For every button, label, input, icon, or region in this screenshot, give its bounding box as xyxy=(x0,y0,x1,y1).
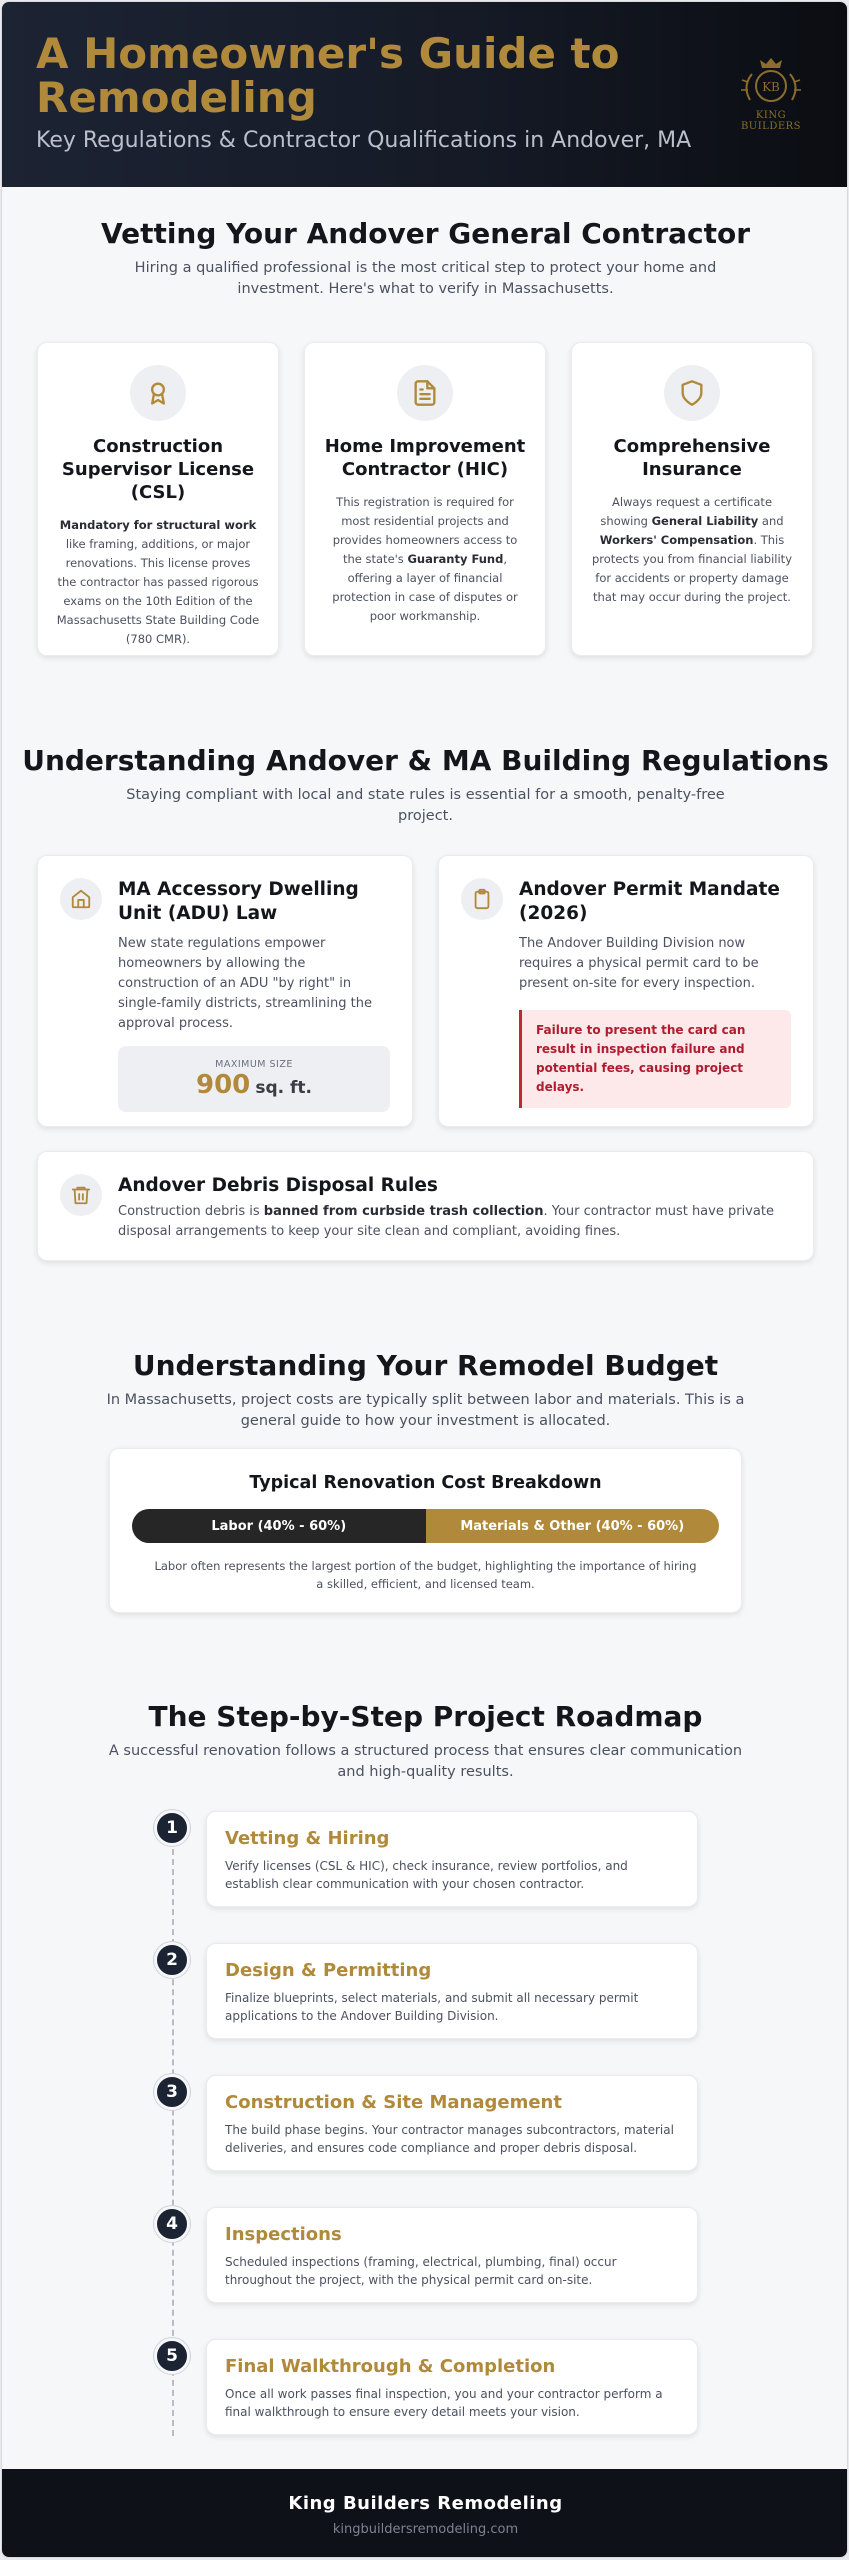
adu-max-size-box xyxy=(118,1046,390,1112)
max-size-value: 900 xyxy=(195,1070,251,1100)
permit-description: The Andover Building Division now requires a physical permit card to be present on-site for every inspection. xyxy=(519,936,759,991)
step-number-5: 5 xyxy=(154,2338,190,2374)
step-card-1 xyxy=(206,1811,698,1907)
max-size-unit: sq. ft. xyxy=(255,1078,313,1098)
csl-card xyxy=(37,342,279,656)
step-description: The build phase begins. Your contractor manages subcontractors, material deliveries, and ensures code compliance and proper debris disposal. xyxy=(225,2123,674,2155)
max-size-label: MAXIMUM SIZE xyxy=(215,1059,293,1070)
debris-title: Andover Debris Disposal Rules xyxy=(118,1175,438,1196)
step-title: Vetting & Hiring xyxy=(225,1828,390,1849)
budget-subtitle: In Massachusetts, project costs are typically split between labor and materials. This is a general guide to how your investment is allocated. xyxy=(106,1392,745,1429)
labor-segment: Labor (40% - 60%) xyxy=(132,1509,426,1543)
hic-card xyxy=(304,342,546,656)
step-title: Construction & Site Management xyxy=(225,2092,562,2113)
csl-title: Construction Supervisor License (CSL) xyxy=(61,436,255,503)
debris-card xyxy=(37,1151,814,1261)
roadmap-subtitle: A successful renovation follows a structured process that ensures clear communication and high-quality results. xyxy=(108,1743,743,1780)
vetting-subtitle: Hiring a qualified professional is the most critical step to protect your home and investment. Here's what to verify in Massachusetts. xyxy=(134,260,717,297)
insurance-card xyxy=(571,342,813,656)
roadmap-title: The Step-by-Step Project Roadmap xyxy=(148,1700,703,1733)
footer-company-name: King Builders Remodeling xyxy=(288,2493,563,2514)
svg-text:KB: KB xyxy=(762,80,780,94)
page-title: A Homeowner's Guide to Remodeling xyxy=(36,29,620,122)
clipboard-icon xyxy=(461,878,503,920)
debris-description: Construction debris is banned from curbside trash collection. Your contractor must have private disposal arrangements to keep your site clean and compliant, avoiding fines. xyxy=(118,1204,774,1239)
award-ribbon-icon xyxy=(130,365,186,421)
logo-wordmark: KING BUILDERS xyxy=(740,110,802,132)
step-title: Inspections xyxy=(225,2224,342,2245)
permit-alert: Failure to present the card can result in inspection failure and potential fees, causing project delays. xyxy=(519,1010,791,1108)
trash-icon xyxy=(60,1174,102,1216)
vetting-section xyxy=(2,217,848,300)
step-title: Design & Permitting xyxy=(225,1960,432,1981)
step-number-2: 2 xyxy=(154,1942,190,1978)
regulations-subtitle: Staying compliant with local and state rules is essential for a smooth, penalty-free project. xyxy=(126,787,725,824)
shield-icon xyxy=(664,365,720,421)
materials-segment: Materials & Other (40% - 60%) xyxy=(426,1509,720,1543)
step-description: Finalize blueprints, select materials, and submit all necessary permit applications to the Andover Building Division. xyxy=(225,1991,639,2023)
adu-description: New state regulations empower homeowners by allowing the construction of an ADU "by right" in single-family districts, streamlining the approval process. xyxy=(118,936,372,1031)
crest-icon xyxy=(736,54,806,110)
insurance-title: Comprehensive Insurance xyxy=(613,436,771,480)
step-number-4: 4 xyxy=(154,2206,190,2242)
permit-title: Andover Permit Mandate (2026) xyxy=(519,879,780,924)
step-card-3 xyxy=(206,2075,698,2171)
infographic-page xyxy=(1,1,848,2558)
step-card-4 xyxy=(206,2207,698,2303)
document-icon xyxy=(397,365,453,421)
step-description: Verify licenses (CSL & HIC), check insurance, review portfolios, and establish clear communication with your chosen contractor. xyxy=(225,1859,628,1891)
company-logo xyxy=(729,54,813,130)
regulations-section xyxy=(2,744,848,827)
insurance-description: Always request a certificate showing General Liability and Workers' Compensation. This protects you from financial liability for accidents or property damage that may occur during the project. xyxy=(592,495,792,604)
regulations-title: Understanding Andover & MA Building Regulations xyxy=(22,744,829,777)
step-card-5 xyxy=(206,2339,698,2435)
permit-card xyxy=(438,855,814,1127)
csl-description: Mandatory for structural work like framing, additions, or major renovations. This license proves the contractor has passed rigorous exams on the 10th Edition of the Massachusetts State Building Code (780 CMR). xyxy=(56,518,260,646)
page-subtitle: Key Regulations & Contractor Qualifications in Andover, MA xyxy=(36,128,692,153)
cost-breakdown-note: Labor often represents the largest portion of the budget, highlighting the importance of hiring a skilled, efficient, and licensed team. xyxy=(154,1559,697,1591)
cost-breakdown-bar xyxy=(132,1509,719,1543)
step-description: Once all work passes final inspection, you and your contractor perform a final walkthrough to ensure every detail meets your vision. xyxy=(225,2387,663,2419)
budget-title: Understanding Your Remodel Budget xyxy=(132,1349,719,1382)
home-icon xyxy=(60,878,102,920)
cost-breakdown-card xyxy=(109,1448,742,1613)
budget-section xyxy=(2,1349,848,1432)
hic-title: Home Improvement Contractor (HIC) xyxy=(324,436,526,480)
hero-header xyxy=(2,2,847,187)
step-title: Final Walkthrough & Completion xyxy=(225,2356,556,2377)
adu-card xyxy=(37,855,413,1127)
roadmap-section xyxy=(2,1700,848,1783)
page-footer xyxy=(2,2469,848,2558)
adu-title: MA Accessory Dwelling Unit (ADU) Law xyxy=(118,879,359,924)
cost-breakdown-title: Typical Renovation Cost Breakdown xyxy=(249,1473,602,1493)
step-number-3: 3 xyxy=(154,2074,190,2110)
vetting-title: Vetting Your Andover General Contractor xyxy=(100,217,751,250)
step-number-1: 1 xyxy=(154,1810,190,1846)
footer-website-link[interactable]: kingbuildersremodeling.com xyxy=(332,2522,519,2537)
hic-description: This registration is required for most residential projects and provides homeowners access to the state's Guaranty Fund, offering a layer of financial protection in case of disputes or poor workmanship. xyxy=(332,495,518,623)
step-description: Scheduled inspections (framing, electrical, plumbing, final) occur throughout the project, with the physical permit card on-site. xyxy=(225,2255,617,2287)
step-card-2 xyxy=(206,1943,698,2039)
